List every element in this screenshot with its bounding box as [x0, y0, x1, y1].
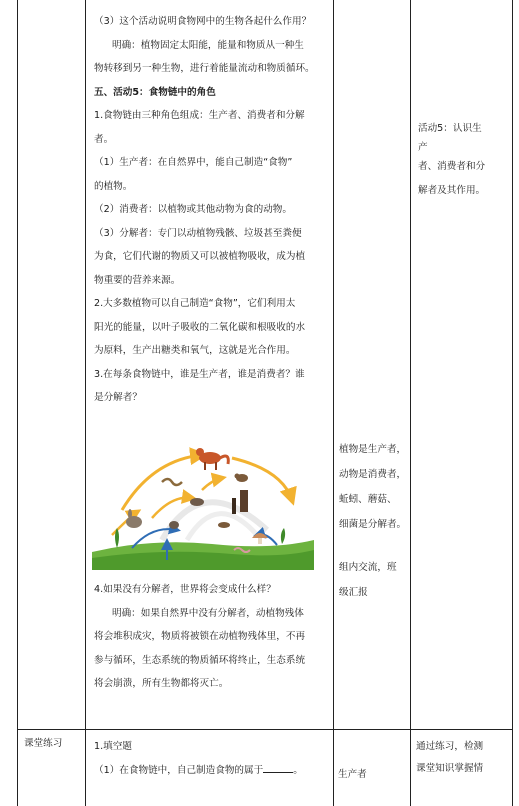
mouse-figure — [190, 498, 204, 506]
practice-question — [94, 762, 303, 776]
text-line: （2）消费者：以植物或其他动物为食的动物。 — [94, 204, 292, 215]
main-content — [90, 0, 330, 410]
text-line: 组内交流，班 — [339, 562, 397, 573]
section-heading: 五、活动5：食物链中的角色 — [94, 86, 216, 98]
text-line: 植物是生产者， — [339, 444, 407, 455]
student-activity-cell — [337, 437, 409, 605]
post-image-content — [90, 576, 330, 696]
text-line: 参与循环，生态系统的物质循环将终止，生态系统 — [94, 654, 306, 666]
text-line: 将会崩溃，所有生物都将灭亡。 — [94, 678, 229, 689]
food-chain-illustration — [92, 440, 314, 570]
question-text: （1）在食物链中，自己制造食物的属于 — [94, 765, 264, 776]
answer-blank — [263, 762, 293, 773]
table-divider-3 — [410, 0, 411, 806]
row-divider — [17, 729, 513, 730]
text-line: 明确：如果自然界中没有分解者，动植物残体 — [112, 607, 304, 619]
text-line: 3.在每条食物链中，谁是生产者，谁是消费者？谁 — [94, 368, 305, 380]
table-border-left — [17, 0, 18, 806]
owl-figure — [232, 490, 248, 514]
text-line: 将会堆积成灾，物质将被锁在动植物残体里，不再 — [94, 631, 306, 642]
rodent-figure — [169, 521, 179, 529]
text-line: 明确：植物固定太阳能，能量和物质从一种生 — [112, 39, 304, 51]
text-line: 4.如果没有分解者，世界将会变成什么样？ — [94, 584, 276, 595]
text-line — [337, 537, 409, 555]
table-divider-1 — [85, 0, 86, 806]
text-line: 级汇报 — [339, 587, 368, 598]
text-line: 产 — [418, 142, 428, 153]
practice-purpose — [416, 736, 483, 780]
practice-answer: 生产者 — [338, 769, 367, 780]
text-line: 课堂知识掌握情 — [416, 763, 484, 774]
fox-figure — [196, 448, 228, 470]
text-line: （3）分解者：专门以动植物残骸、垃圾甚至粪便 — [94, 227, 302, 239]
text-line: 解者及其作用。 — [418, 185, 486, 196]
text-line: 阳光的能量，以叶子吸收的二氧化碳和根吸收的水 — [94, 321, 306, 333]
text-line: 为原料，生产出糖类和氧气，这就是光合作用。 — [94, 345, 296, 356]
text-line: 者。 — [94, 133, 114, 145]
insect-figure — [218, 522, 230, 528]
text-line: 是分解者？ — [94, 392, 142, 403]
text-line: （3）这个活动说明食物网中的生物各起什么作用？ — [94, 16, 312, 27]
text-line: 1.食物链由三种角色组成：生产者、消费者和分解 — [94, 110, 305, 121]
text-line: 细菌是分解者。 — [339, 519, 407, 530]
question-end: 。 — [293, 765, 303, 776]
text-line: 物转移到另一种生物，进行着能量流动和物质循环。 — [94, 63, 315, 74]
text-line: 2.大多数植物可以自己制造“食物”，它们利用太 — [94, 298, 296, 309]
bird-figure — [235, 474, 249, 483]
text-line: 蚯蚓、蘑菇、 — [339, 494, 397, 505]
rabbit-figure — [126, 509, 142, 528]
text-line: 者、消费者和分 — [418, 161, 486, 172]
text-line: 为食，它们代谢的物质又可以被植物吸收，成为植 — [94, 251, 306, 262]
table-divider-2 — [333, 0, 334, 806]
text-line: （1）生产者：在自然界中，能自己制造“食物” — [94, 157, 293, 168]
text-line: 活动5：认识生 — [418, 123, 482, 134]
activity-purpose-cell — [414, 117, 512, 203]
practice-label: 课堂练习 — [24, 738, 63, 749]
text-line: 动物是消费者， — [339, 469, 407, 480]
text-line: 物重要的营养来源。 — [94, 274, 181, 286]
text-line: 通过练习，检测 — [416, 741, 484, 752]
snake-figure — [162, 479, 182, 485]
practice-heading: 1.填空题 — [94, 741, 132, 752]
text-line: 的植物。 — [94, 180, 133, 192]
table-border-right — [512, 0, 513, 806]
